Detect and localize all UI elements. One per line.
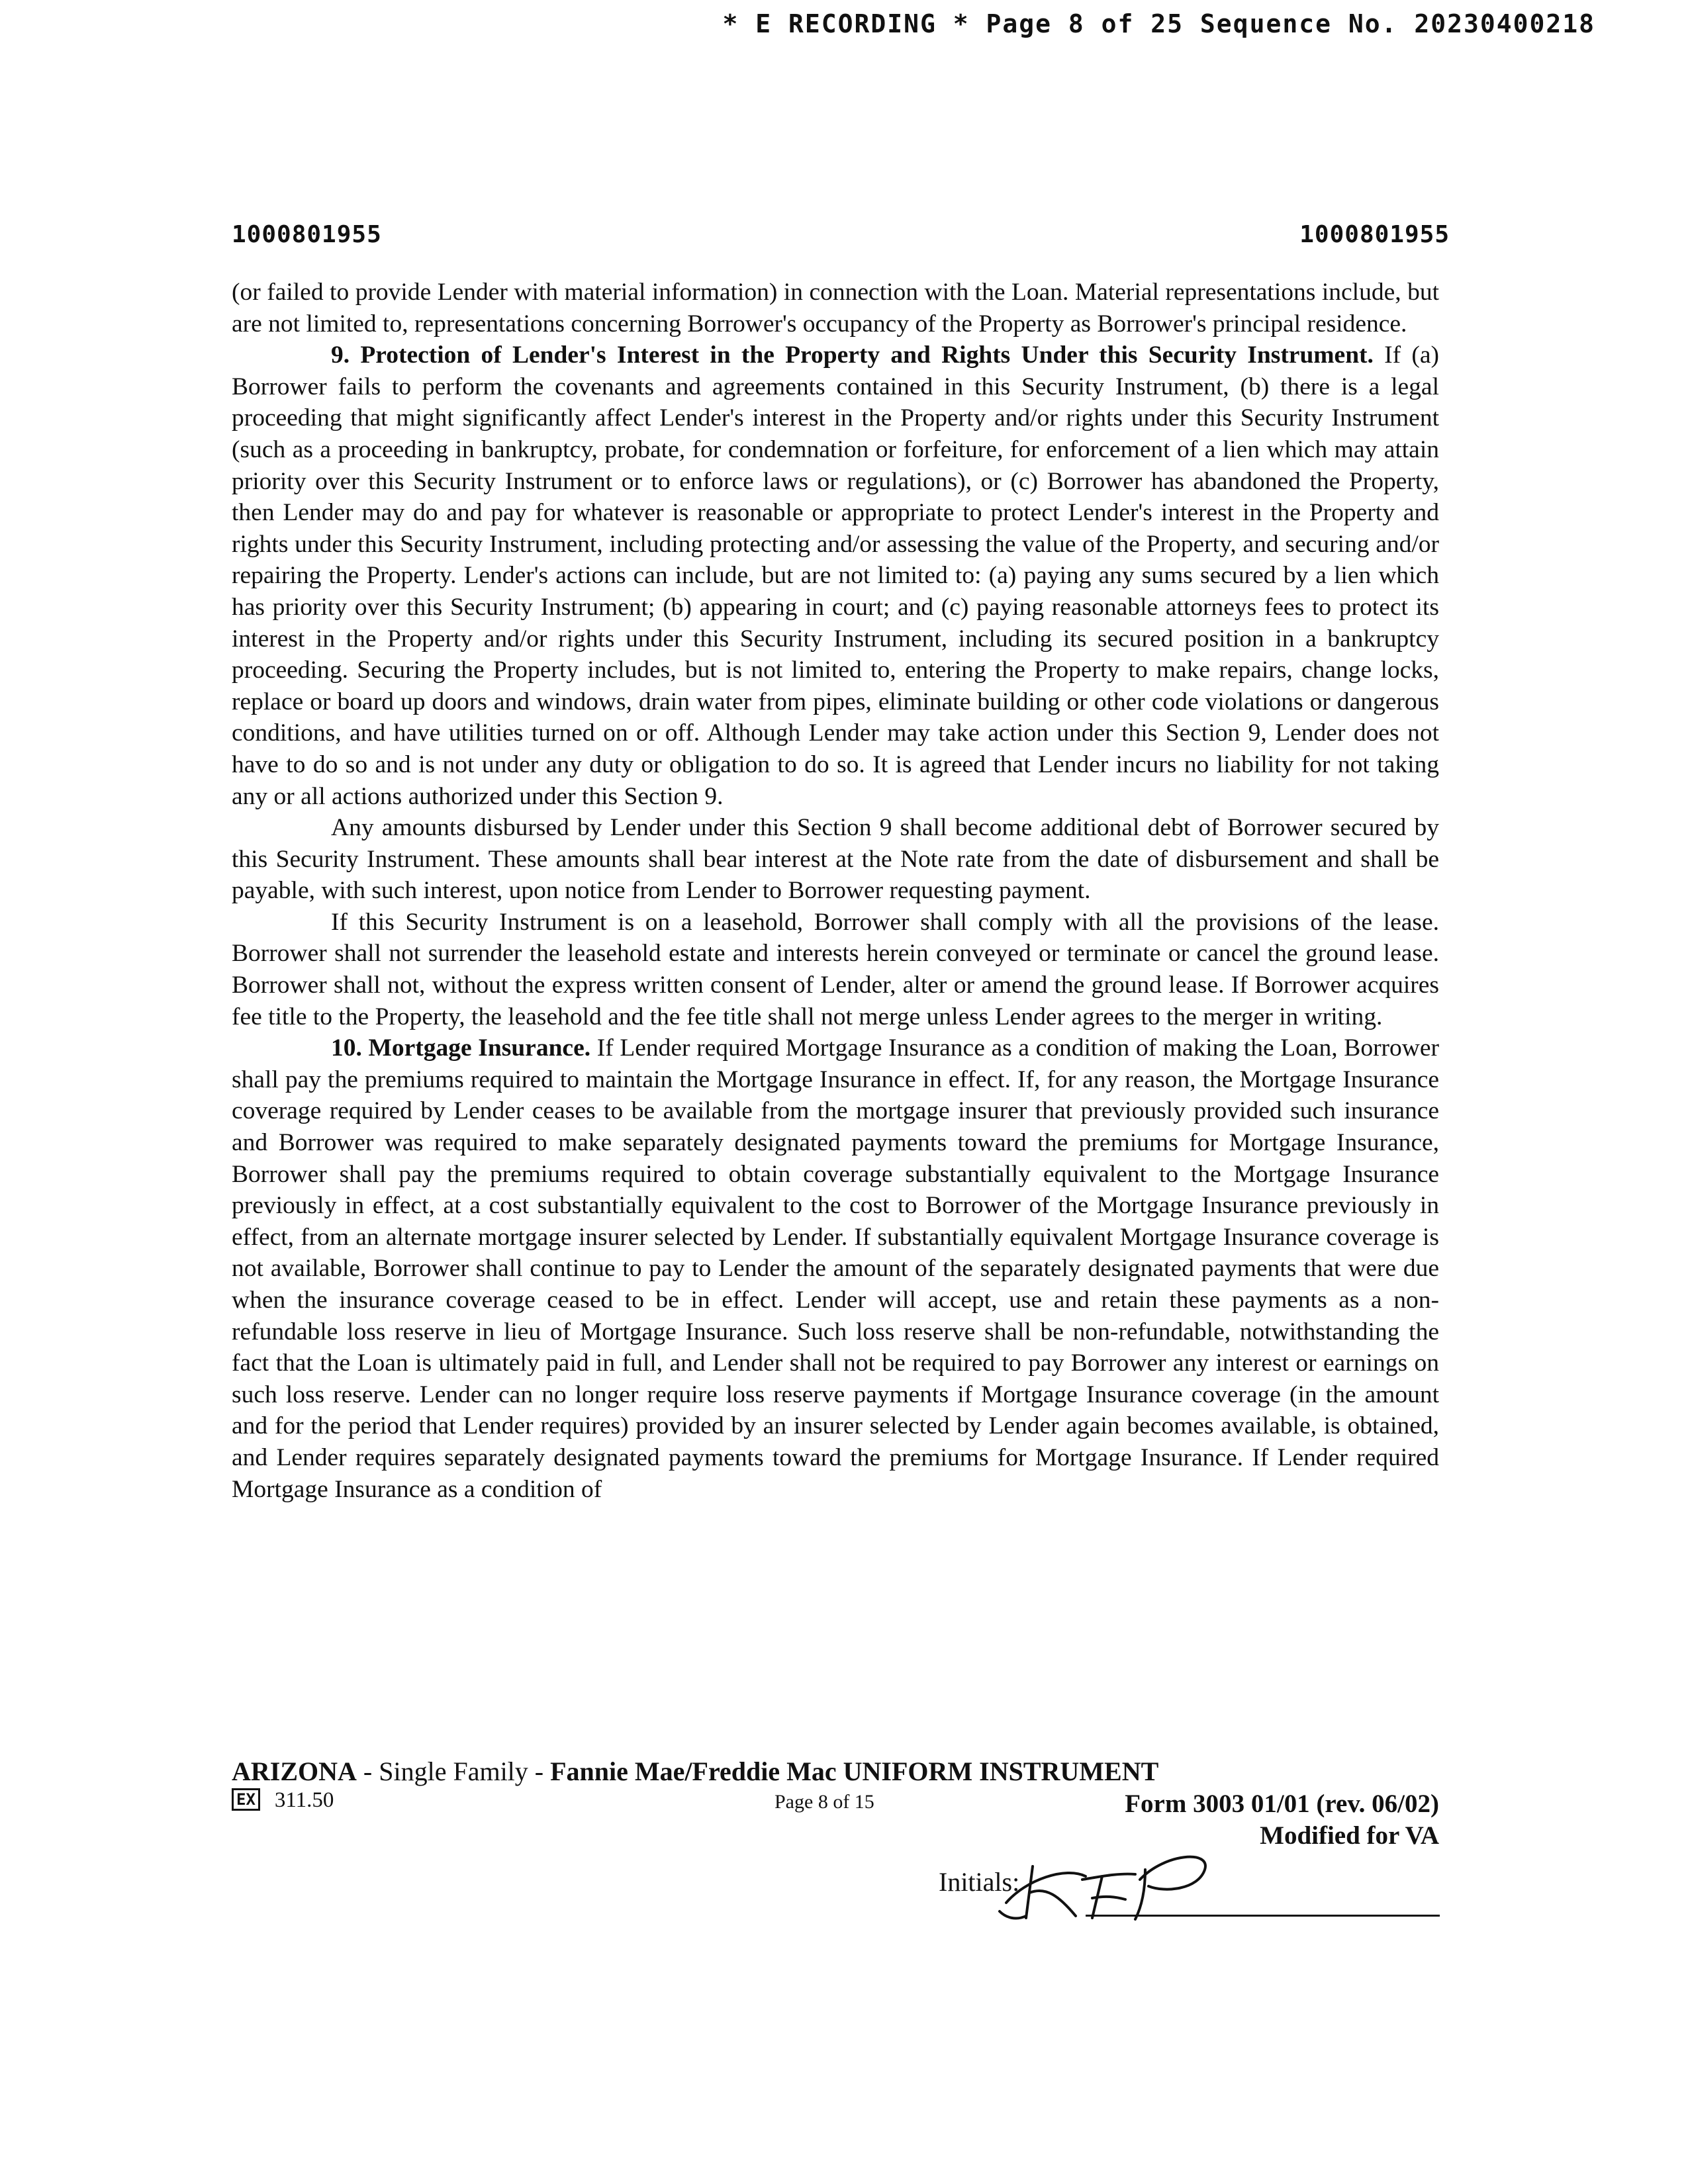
loan-number-left: 1000801955 [232, 221, 382, 248]
section-9-text: If (a) Borrower fails to perform the covenants and agreements contained in this Security Instrument, (b) there is a legal proceeding that might significantly affect Lender's interest in the Property and/or rights under this Security Instrument (such as a proceeding in bankruptcy, probate, for condemnation or forfeiture, for enforcement of a lien which may attain priority over this Security Instrument or to enforce laws or regulations), or (c) Borrower has abandoned the Property, then Lender may do and pay for whatever is reasonable or appropriate to protect Lender's interest in the Property and rights under this Security Instrument, including protecting and/or assessing the value of the Property, and securing and/or repairing the Property. Lender's actions can include, but are not limited to: (a) paying any sums secured by a lien which has priority over this Security Instrument; (b) appearing in court; and (c) paying reasonable attorneys fees to protect its interest in the Property and/or rights under this Security Instrument, including its secured position in a bankruptcy proceeding. Securing the Property includes, but is not limited to, entering the Property to make repairs, change locks, replace or board up doors and windows, drain water from pipes, eliminate building or other code violations or dangerous conditions, and have utilities turned on or off. Although Lender may take action under this Section 9, Lender does not have to do so and is not under any duty or obligation to do so. It is agreed that Lender incurs no liability for not taking any or all actions authorized under this Section 9. [232, 341, 1439, 810]
footer-sep: - Single Family - [356, 1756, 551, 1786]
footer-state: ARIZONA [232, 1756, 357, 1786]
section-9-paragraph [232, 340, 1439, 812]
loan-number-right: 1000801955 [1299, 221, 1450, 248]
footer-modified: Modified for VA [1260, 1821, 1439, 1850]
footer-form-number: Form 3003 01/01 (rev. 06/02) [1125, 1790, 1439, 1818]
footer-page-number: Page 8 of 15 [774, 1791, 874, 1813]
section-9-heading: 9. Protection of Lender's Interest in the Property and Rights Under this Security Instrument. [331, 341, 1374, 369]
continued-paragraph: (or failed to provide Lender with material information) in connection with the Loan. Material representations include, but are not limited to, representations concerning Borrower's occupancy of the Property as Borrower's principal residence. [232, 279, 1439, 338]
footer-code-number: 311.50 [274, 1788, 334, 1812]
section-10-text: If Lender required Mortgage Insurance as a condition of making the Loan, Borrower shall pay the premiums required to maintain the Mortgage Insurance in effect. If, for any reason, the Mortgage Insurance coverage required by Lender ceases to be available from the mortgage insurer that previously provided such insurance and Borrower was required to make separately designated payments toward the premiums for Mortgage Insurance, Borrower shall pay the premiums required to obtain coverage substantially equivalent to the Mortgage Insurance previously in effect, at a cost substantially equivalent to the cost to Borrower of the Mortgage Insurance previously in effect, from an alternate mortgage insurer selected by Lender. If substantially equivalent Mortgage Insurance coverage is not available, Borrower shall continue to pay to Lender the amount of the separately designated payments that were due when the insurance coverage ceased to be in effect. Lender will accept, use and retain these payments as a non-refundable loss reserve in lieu of Mortgage Insurance. Such loss reserve shall be non-refundable, notwithstanding the fact that the Loan is ultimately paid in full, and Lender shall not be required to pay Borrower any interest or earnings on such loss reserve. Lender can no longer require loss reserve payments if Mortgage Insurance coverage (in the amount and for the period that Lender requires) provided by an insurer selected by Lender again becomes available, is obtained, and Lender requires separately designated payments toward the premiums for Mortgage Insurance. If Lender required Mortgage Insurance as a condition of [232, 1034, 1440, 1503]
footer-uniform: Fannie Mae/Freddie Mac UNIFORM INSTRUMENT [550, 1756, 1159, 1786]
section-9-paragraph-3: If this Security Instrument is on a leasehold, Borrower shall comply with all the provisions of the lease. Borrower shall not surrender the leasehold estate and interests herein conveyed or terminate or cancel the ground lease. Borrower shall not, without the express written consent of Lender, alter or amend the ground lease. If Borrower acquires fee title to the Property, the leasehold and the fee title shall not merge unless Lender agrees to the merger in writing. [232, 908, 1439, 1030]
signature-icon [986, 1840, 1225, 1926]
footer-title [232, 1756, 1158, 1787]
recording-header: * E RECORDING * Page 8 of 25 Sequence No. 20230400218 [722, 9, 1595, 38]
section-10-paragraph [232, 1032, 1439, 1505]
initials-label: Initials: [939, 1867, 1020, 1897]
section-10-heading: 10. Mortgage Insurance. [331, 1034, 591, 1062]
ex-logo-icon: EX [232, 1788, 260, 1811]
section-9-paragraph-2: Any amounts disbursed by Lender under this Section 9 shall become additional debt of Borrower secured by this Security Instrument. These amounts shall bear interest at the Note rate from the date of disbursement and shall be payable, with such interest, upon notice from Lender to Borrower requesting payment. [232, 814, 1439, 905]
footer-code [232, 1788, 334, 1813]
body-text [232, 277, 1439, 1505]
